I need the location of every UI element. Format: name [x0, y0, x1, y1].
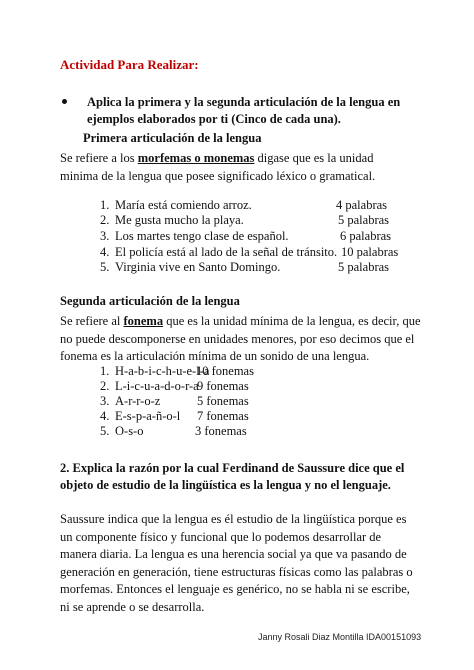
list-item-text: O-s-o — [115, 424, 144, 438]
list-item-number: 3. — [100, 229, 110, 243]
list-item-text: María está comiendo arroz. — [115, 198, 252, 212]
section1-intro-after: digase que es la unidad minima de la lengua que posee significado léxico o gramatical. — [60, 151, 376, 183]
list-item-number: 1. — [100, 364, 110, 378]
list-item-number: 4. — [100, 409, 110, 423]
list-item-number: 3. — [100, 394, 110, 408]
list-item-count: 6 palabras — [340, 229, 392, 243]
section2-intro-after: que es la unidad mínima de la lengua, es decir, que no puede descomponerse en unidades menores, por eso decimos que el fonema es la articulación mínima de un sonido de una lengua. — [60, 314, 421, 363]
list-item-number: 2. — [100, 213, 110, 227]
list-item-number: 5. — [100, 260, 110, 274]
list-item-count: 10 fonemas — [196, 364, 254, 378]
bullet-icon — [62, 99, 67, 104]
list-item-number: 1. — [100, 198, 110, 212]
list-item-text: H-a-b-i-c-h-u-e-l-a — [115, 364, 210, 378]
list-item-number: 5. — [100, 424, 110, 438]
list-item-text: Virginia vive en Santo Domingo. — [115, 260, 281, 274]
list-item-count: 7 fonemas — [197, 409, 249, 423]
list-item-text: A-r-r-o-z — [115, 394, 161, 408]
task-bullet-text: Aplica la primera y la segunda articulación de la lengua en ejemplos elaborados por ti (Cinco de cada una). — [87, 95, 401, 126]
answer2-paragraph: Saussure indica que la lengua es él estudio de la lingüística porque es un componente físico y funcional que lo podemos desarrollar de manera diaria. La lengua es una herencia social ya que va pasando de generación en generación, tiene estructuras físicas como las palabras o morfemas. Entonces el lenguaje es genérico, no se habla ni se escribe, ni se aprende o se desarrolla. — [60, 512, 413, 614]
list-item-count: 10 palabras — [341, 245, 399, 259]
list-item-count: 5 fonemas — [197, 394, 249, 408]
question2-heading: 2. Explica la razón por la cual Ferdinand de Saussure dice que el objeto de estudio de la lingüística es la lengua y no el lenguaje. — [60, 461, 405, 492]
section2-intro-term: fonema — [123, 314, 164, 328]
section1-intro — [60, 150, 410, 185]
list-item-number: 2. — [100, 379, 110, 393]
list-item-text: Me gusta mucho la playa. — [115, 213, 244, 227]
section2-intro — [60, 313, 422, 366]
section1-intro-before: Se refiere a los — [60, 151, 138, 165]
section2-intro-before: Se refiere al — [60, 314, 124, 328]
task-bullet — [62, 94, 422, 128]
list-item-count: 3 fonemas — [195, 424, 247, 438]
list-item-text: Los martes tengo clase de español. — [115, 229, 289, 243]
list-item-text: El policía está al lado de la señal de tránsito. — [115, 245, 338, 259]
list-item-count: 4 palabras — [336, 198, 388, 212]
list-item-count: 5 palabras — [338, 260, 390, 274]
section1-heading: Primera articulación de la lengua — [83, 131, 262, 145]
section2-heading: Segunda articulación de la lengua — [60, 294, 240, 308]
section1-intro-term: morfemas o monemas — [137, 151, 255, 165]
list-item-text: E-s-p-a-ñ-o-l — [115, 409, 181, 423]
page-footer: Janny Rosali Diaz Montilla IDA00151093 — [258, 632, 422, 642]
list-item-text: L-i-c-u-a-d-o-r-a — [115, 379, 199, 393]
list-item-number: 4. — [100, 245, 110, 259]
list-item-count: 5 palabras — [338, 213, 390, 227]
list-item-count: 9 fonemas — [197, 379, 249, 393]
activity-title: Actividad Para Realizar: — [60, 57, 199, 72]
